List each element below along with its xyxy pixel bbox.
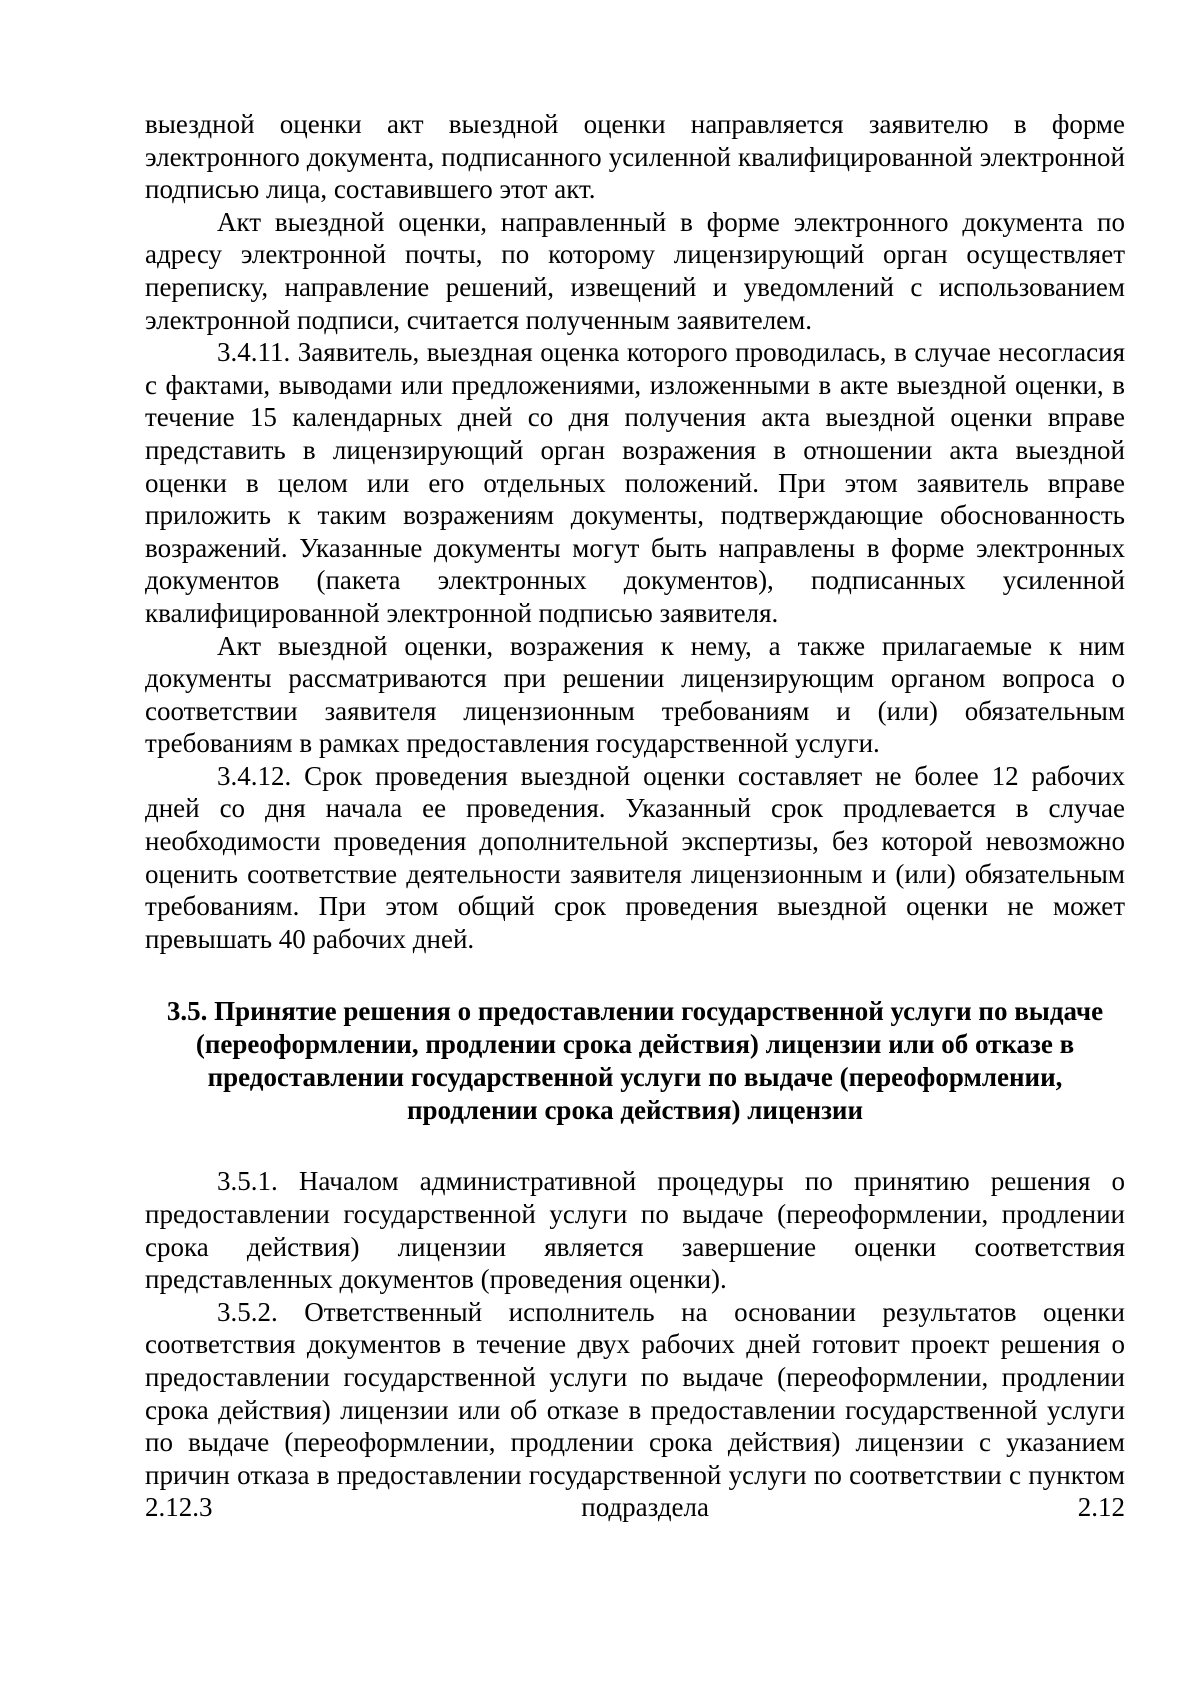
paragraph-3-4-12: 3.4.12. Срок проведения выездной оценки составляет не более 12 рабочих дней со дня начала ее проведения. Указанный срок продлевается в случае необходимости проведения дополнительной экспертизы, без которой невозможно оценить соответствие деятельности заявителя лицензионным и (или) обязательным требованиям. При этом общий срок проведения выездной оценки не может превышать 40 рабочих дней.: [145, 760, 1125, 954]
paragraph-2: Акт выездной оценки, направленный в форме электронного документа по адресу электронной почты, по которому лицензирующий орган осуществляет переписку, направление решений, извещений и уведомлений с использованием электронной подписи, считается полученным заявителем.: [145, 206, 1125, 335]
paragraph-4: Акт выездной оценки, возражения к нему, а также прилагаемые к ним документы рассматриваются при решении лицензирующим органом вопроса о соответствии заявителя лицензионным требованиям и (или) обязательным требованиям в рамках предоставления государственной услуги.: [145, 630, 1125, 759]
section-heading-3-5: 3.5. Принятие решения о предоставлении государственной услуги по выдаче (переоформлении, продлении срока действия) лицензии или об отказе в предоставлении государственной услуги по выдаче (переоформлении, продлении срока действия) лицензии: [166, 996, 1104, 1126]
paragraph-3-5-1: 3.5.1. Началом административной процедуры по принятию решения о предоставлении государственной услуги по выдаче (переоформлении, продлении срока действия) лицензии является завершение оценки соответствия представленных документов (проведения оценки).: [145, 1166, 1125, 1295]
paragraph-3-4-11: 3.4.11. Заявитель, выездная оценка которого проводилась, в случае несогласия с фактами, выводами или предложениями, изложенными в акте выездной оценки, в течение 15 календарных дней со дня получения акта выездной оценки вправе представить в лицензирующий орган возражения в отношении акта выездной оценки в целом или его отдельных положений. При этом заявитель вправе приложить к таким возражениям документы, подтверждающие обоснованность возражений. Указанные документы могут быть направлены в форме электронных документов (пакета электронных документов), подписанных усиленной квалифицированной электронной подписью заявителя.: [145, 337, 1125, 628]
paragraph-3-5-2: 3.5.2. Ответственный исполнитель на основании результатов оценки соответствия документов в течение двух рабочих дней готовит проект решения о предоставлении государственной услуги по выдаче (переоформлении, продлении срока действия) лицензии или об отказе в предоставлении государственной услуги по выдаче (переоформлении, продлении срока действия) лицензии с указанием причин отказа в предоставлении государственной услуги по соответствии с пунктом 2.12.3 подраздела 2.12: [145, 1296, 1125, 1523]
document-page: [145, 108, 1125, 1524]
paragraph-1: выездной оценки акт выездной оценки направляется заявителю в форме электронного документа, подписанного усиленной квалифицированной электронной подписью лица, составившего этот акт.: [145, 109, 1125, 205]
